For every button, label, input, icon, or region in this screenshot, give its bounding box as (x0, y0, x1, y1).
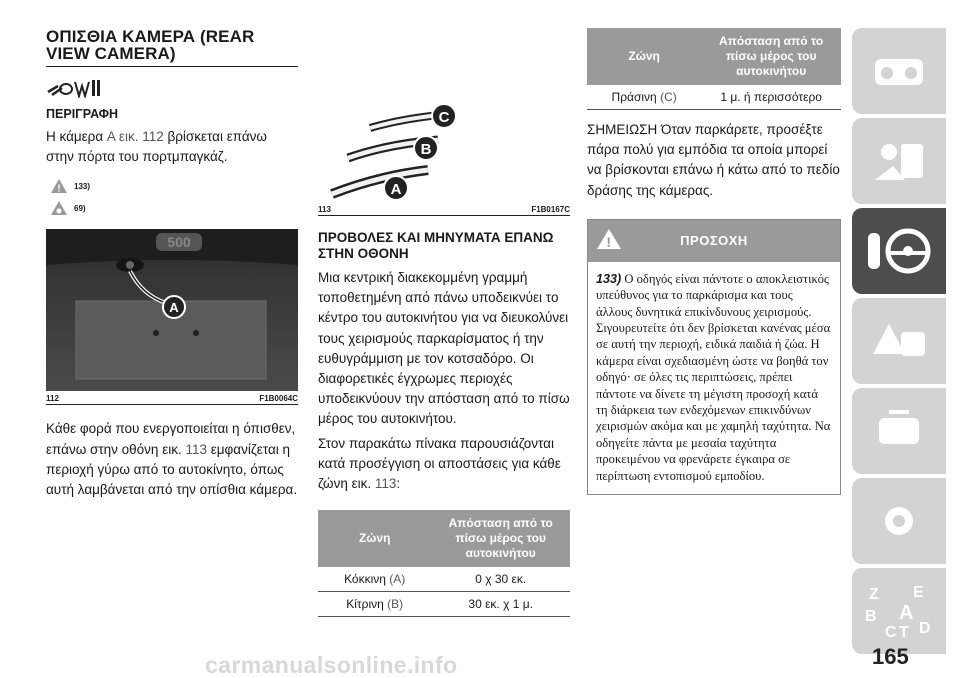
page-number: 165 (872, 644, 909, 669)
rear-camera-icon (46, 76, 106, 98)
section-title: ΟΠΙΣΘΙΑ ΚΑΜΕΡΑ (REAR VIEW CAMERA) (46, 28, 298, 67)
description-heading: ΠΕΡΙΓΡΑΦΗ (46, 107, 119, 121)
distance-cell: 0 χ 30 εκ. (431, 567, 570, 592)
column-right (587, 28, 841, 495)
index-letter-t: T (899, 624, 909, 641)
zone-code: (A) (389, 572, 406, 587)
zone-name: Πράσινη (611, 90, 657, 104)
tab-technical-data[interactable] (852, 478, 946, 564)
tab-safety[interactable] (852, 118, 946, 204)
warning-triangle-icon (50, 178, 68, 194)
figure-113-number: 113 (318, 205, 331, 214)
figure-113-callout-a: A (390, 181, 402, 198)
table-header-zone: Ζώνη (318, 510, 431, 567)
caution-body-text: Ο οδηγός είναι πάντοτε ο αποκλειστικός υπεύθυνος για το παρκάρισμα και τους άλλους δυνητικά επικίνδυνους χειρισμούς. Σιγουρευτείτε ότι δεν βρίσκεται κανένας μέσα σε αυτή την περιοχή, ειδικά παιδιά ή ζώα. Η κάμερα είναι σχεδιασμένη ώστε να βοηθά τον οδηγό· σε όλες τις περιπτώσεις, πρέπει πάντοτε να δίνετε τη μέγιστη προσοχή κατά τη διάρκεια των ενδεχόμενων επικινδύνων χειρισμών ακόμα και με χαμηλή ταχύτητα. Να οδηγείτε πάντα με μεσαία ταχύτητα προκειμένου να φρενάρετε έγκαιρα σε περίπτωση εντοπισμού εμποδίου. (596, 271, 831, 483)
column-left (46, 28, 298, 500)
zone-code: (B) (387, 597, 404, 612)
service-icon (869, 408, 929, 454)
svg-text:!: ! (57, 183, 61, 195)
distance-cell: 1 μ. ή περισσότερο (701, 85, 841, 110)
car-dashboard-icon (869, 49, 929, 93)
column-middle (318, 36, 570, 617)
figure-112-number: 112 (46, 394, 59, 404)
tab-driving[interactable] (852, 208, 946, 294)
tab-dashboard[interactable] (852, 28, 946, 114)
activation-figure-ref: 113 (185, 441, 207, 457)
zone-cell (318, 567, 431, 592)
table-header-row (587, 28, 841, 85)
index-letter-z: Z (869, 586, 879, 603)
warning-ref-text: 133) (74, 181, 91, 191)
table-intro-end: : (396, 476, 401, 492)
activation-text-end: εμφανίζεται η περιοχή γύρω από το αυτοκίνητο, όπως αυτή λαμβάνεται από την οπίσθια κάμερα. (46, 441, 298, 498)
watermark: carmanualsonline.info (205, 652, 458, 678)
distance-table-part1 (318, 510, 570, 617)
index-letter-d: D (919, 620, 931, 637)
figure-112-code: F1B0064C (259, 394, 298, 404)
table-header-zone: Ζώνη (587, 28, 701, 85)
zone-cell (318, 592, 431, 617)
figure-112-image (46, 229, 298, 391)
caution-header (588, 220, 840, 262)
note-ref-row (50, 197, 298, 219)
index-letter-c: C (885, 624, 897, 641)
zone-name: Κίτρινη (346, 597, 384, 612)
tab-index[interactable] (852, 568, 946, 654)
zone-cell (587, 85, 701, 110)
svg-text:!: ! (606, 233, 612, 250)
caution-title: ΠΡΟΣΟΧΗ (680, 233, 748, 249)
activation-paragraph (46, 419, 298, 500)
table-header-distance: Απόσταση από το πίσω μέρος του αυτοκινήτου (431, 510, 570, 567)
tab-emergency[interactable] (852, 298, 946, 384)
zone-code: (C) (660, 90, 677, 104)
figure-113-caption (318, 205, 570, 216)
camera-symbol-row (46, 75, 298, 99)
safety-light-icon (869, 136, 929, 186)
table-intro-start: Στον παρακάτω πίνακα παρουσιάζονται κατά προσέγγιση οι αποστάσεις για κάθε ζώνη εικ. (318, 435, 561, 492)
table-intro-ref: 113 (374, 476, 397, 492)
technical-data-icon (869, 498, 929, 544)
intro-text-end: βρίσκεται επάνω στην πόρτα του πορτμπαγκάζ. (46, 129, 267, 165)
index-letter-b: B (865, 608, 877, 625)
caution-ref: 133) (596, 271, 622, 286)
figure-113-callout-c: C (438, 109, 450, 126)
warning-triangle-icon (596, 228, 622, 250)
table-header-distance: Απόσταση από το πίσω μέρος του αυτοκινήτου (701, 28, 841, 85)
parking-note: ΣΗΜΕΙΩΣΗ Όταν παρκάρετε, προσέξτε πάρα πολύ για εμπόδια τα οποία μπορεί να βρίσκονται επάνω ή κάτω από το πεδίο δράσης της κάμερας. (587, 122, 840, 198)
table-row (587, 85, 841, 110)
note-hand-icon (50, 200, 68, 216)
index-letter-a: A (899, 602, 914, 624)
figure-113-code: F1B0167C (531, 205, 570, 214)
warning-ref-row (50, 175, 298, 197)
caution-box (587, 219, 841, 495)
table-row (318, 567, 570, 592)
screen-heading: ΠΡΟΒΟΛΕΣ ΚΑΙ ΜΗΝΥΜΑΤΑ ΕΠΑΝΩ ΣΤΗΝ ΟΘΟΝΗ (318, 230, 554, 261)
steering-wheel-icon (864, 223, 934, 279)
intro-paragraph (46, 127, 298, 167)
figure-113-image (318, 36, 570, 202)
figure-112-caption (46, 394, 298, 405)
table-intro-paragraph (318, 434, 570, 495)
svg-text:500: 500 (167, 234, 191, 251)
index-letter-e: E (913, 584, 924, 601)
note-ref-text: 69) (74, 203, 86, 213)
grid-paragraph: Μια κεντρική διακεκομμένη γραμμή τοποθετημένη από πάνω υποδεικνύει το κέντρο του αυτοκινήτου για να διευκολύνει τους χειρισμούς παρκαρίσματος ή την ευθυγράμμιση με τον κοτσαδόρο. Οι διαφορετικές έγχρωμες περιοχές υποδεικνύουν την απόσταση από το πίσω μέρος του αυτοκινήτου. (318, 270, 570, 427)
chapter-tabs (852, 28, 946, 658)
distance-cell: 30 εκ. χ 1 μ. (431, 592, 570, 617)
tab-maintenance[interactable] (852, 388, 946, 474)
distance-table-part2 (587, 28, 841, 110)
warning-car-icon (869, 318, 929, 364)
activation-text-start: Κάθε φορά που ενεργοποιείται η όπισθεν, επάνω στην οθόνη εικ. (46, 421, 296, 457)
intro-figure-ref: A εικ. 112 (106, 129, 164, 144)
intro-text-start: Η κάμερα (46, 129, 107, 144)
index-letters-icon (863, 581, 935, 641)
zone-name: Κόκκινη (344, 572, 386, 587)
figure-112-callout-a: A (169, 300, 179, 316)
table-row (318, 592, 570, 617)
table-header-row (318, 510, 570, 567)
figure-113-callout-b: B (420, 141, 432, 158)
caution-text (588, 262, 840, 494)
